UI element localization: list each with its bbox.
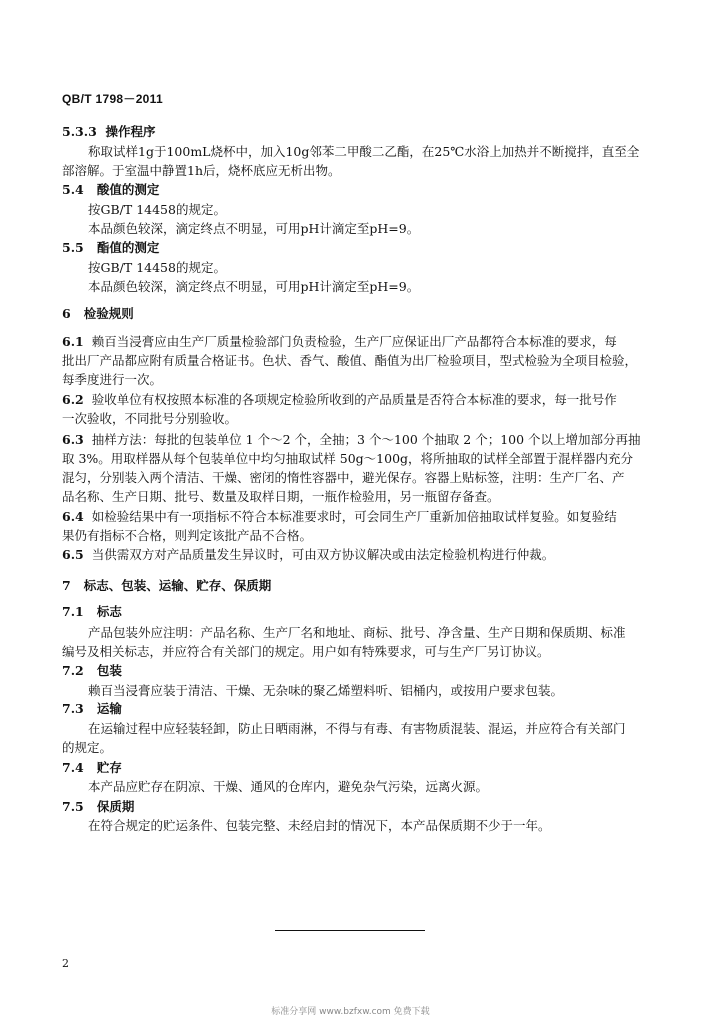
paragraph-line: 取 3%。用取样器从每个包装单位中均匀抽取试样 50g～100g，将所抽取的试样全部置于混样器内充分 (62, 451, 634, 466)
clause-6-5 (62, 546, 554, 564)
section-7-1-heading (62, 603, 122, 621)
paragraph-line: 批出厂产品都应附有质量合格证书。色状、香气、酸值、酯值为出厂检验项目，型式检验为全项目检验， (62, 353, 638, 368)
section-6-heading (62, 305, 134, 323)
section-title: 运输 (96, 701, 122, 716)
clause-text: 当供需双方对产品质量发生异议时，可由双方协议解决或由法定检验机构进行仲裁。 (91, 547, 555, 562)
clause-text: 验收单位有权按照本标准的各项规定检验所收到的产品质量是否符合本标准的要求，每一批号作 (91, 392, 617, 407)
footer-watermark: 标准分享网 www.bzfxw.com 免费下载 (271, 1007, 430, 1017)
section-title: 标志 (96, 604, 122, 619)
paragraph-line: 按GB/T 14458的规定。 (88, 260, 226, 275)
section-5-3-3-heading (62, 123, 156, 141)
paragraph-line: 每季度进行一次。 (62, 372, 163, 387)
paragraph-line: 果仍有指标不合格，则判定该批产品不合格。 (62, 528, 313, 543)
end-rule (275, 930, 425, 931)
section-number: 7 (62, 578, 71, 593)
paragraph-line: 本品颜色较深，滴定终点不明显，可用pH计滴定至pH=9。 (88, 279, 420, 294)
section-title: 酯值的测定 (96, 240, 160, 255)
section-7-3-heading (62, 700, 122, 718)
clause-6-4 (62, 508, 617, 526)
clause-number: 6.1 (62, 334, 84, 349)
section-title: 检验规则 (83, 306, 134, 321)
section-title: 保质期 (96, 799, 135, 814)
section-7-4-heading (62, 759, 122, 777)
paragraph-line: 本品颜色较深，滴定终点不明显，可用pH计滴定至pH=9。 (88, 221, 420, 236)
clause-6-1 (62, 333, 617, 351)
section-5-5-heading (62, 239, 159, 257)
clause-6-3 (62, 431, 641, 449)
section-number: 7.4 (62, 760, 84, 775)
clause-number: 6.2 (62, 392, 84, 407)
section-number: 7.1 (62, 604, 84, 619)
clause-number: 6.5 (62, 547, 84, 562)
clause-number: 6.3 (62, 432, 84, 447)
paragraph-line: 在符合规定的贮运条件、包装完整、未经启封的情况下，本产品保质期不少于一年。 (88, 818, 551, 833)
paragraph-line: 部溶解。于室温中静置1h后，烧杯底应无析出物。 (62, 163, 341, 178)
section-7-2-heading (62, 662, 122, 680)
section-title: 操作程序 (105, 124, 156, 139)
paragraph-line: 本产品应贮存在阴凉、干燥、通风的仓库内，避免杂气污染，远离火源。 (88, 779, 489, 794)
paragraph-line: 编号及相关标志，并应符合有关部门的规定。用户如有特殊要求，可与生产厂另订协议。 (62, 644, 550, 659)
paragraph-line: 一次验收，不同批号分别验收。 (62, 411, 238, 426)
paragraph-line: 赖百当浸膏应装于清洁、干燥、无杂味的聚乙烯塑料听、铝桶内，或按用户要求包装。 (88, 683, 564, 698)
section-number: 5.4 (62, 182, 84, 197)
section-number: 7.5 (62, 799, 84, 814)
paragraph-line: 称取试样1g于100mL烧杯中，加入10g邻苯二甲酸二乙酯，在25℃水浴上加热并不断搅拌，直至全 (88, 144, 640, 159)
clause-text: 抽样方法：每批的包装单位 1 个～2 个，全抽；3 个～100 个抽取 2 个；100 个以上增加部分再抽 (91, 432, 641, 447)
clause-text: 赖百当浸膏应由生产厂质量检验部门负责检验，生产厂应保证出厂产品都符合本标准的要求，每 (91, 334, 617, 349)
clause-number: 6.4 (62, 509, 84, 524)
clause-6-2 (62, 391, 617, 409)
section-5-4-heading (62, 181, 159, 199)
paragraph-line: 产品包装外应注明：产品名称、生产厂名和地址、商标、批号、净含量、生产日期和保质期、标准 (88, 625, 626, 640)
section-number: 5.5 (62, 240, 84, 255)
standard-id: QB/T 1798－2011 (62, 92, 163, 106)
section-title: 酸值的测定 (96, 182, 160, 197)
section-title: 标志、包装、运输、贮存、保质期 (83, 578, 272, 593)
paragraph-line: 的规定。 (62, 740, 113, 755)
section-7-heading (62, 577, 271, 595)
paragraph-line: 在运输过程中应轻装轻卸，防止日晒雨淋，不得与有毒、有害物质混装、混运，并应符合有关部门 (88, 721, 626, 736)
section-number: 7.2 (62, 663, 84, 678)
section-number: 5.3.3 (62, 124, 97, 139)
clause-text: 如检验结果中有一项指标不符合本标准要求时，可会同生产厂重新加倍抽取试样复验。如复验结 (91, 509, 617, 524)
paragraph-line: 按GB/T 14458的规定。 (88, 202, 226, 217)
page-number: 2 (62, 957, 69, 970)
section-number: 6 (62, 306, 71, 321)
section-title: 包装 (96, 663, 122, 678)
section-7-5-heading (62, 798, 134, 816)
paragraph-line: 混匀，分别装入两个清洁、干燥、密闭的惰性容器中，避光保存。容器上贴标签，注明：生产厂名、产 (62, 470, 625, 485)
paragraph-line: 品名称、生产日期、批号、数量及取样日期，一瓶作检验用，另一瓶留存备查。 (62, 489, 500, 504)
section-number: 7.3 (62, 701, 84, 716)
section-title: 贮存 (96, 760, 122, 775)
